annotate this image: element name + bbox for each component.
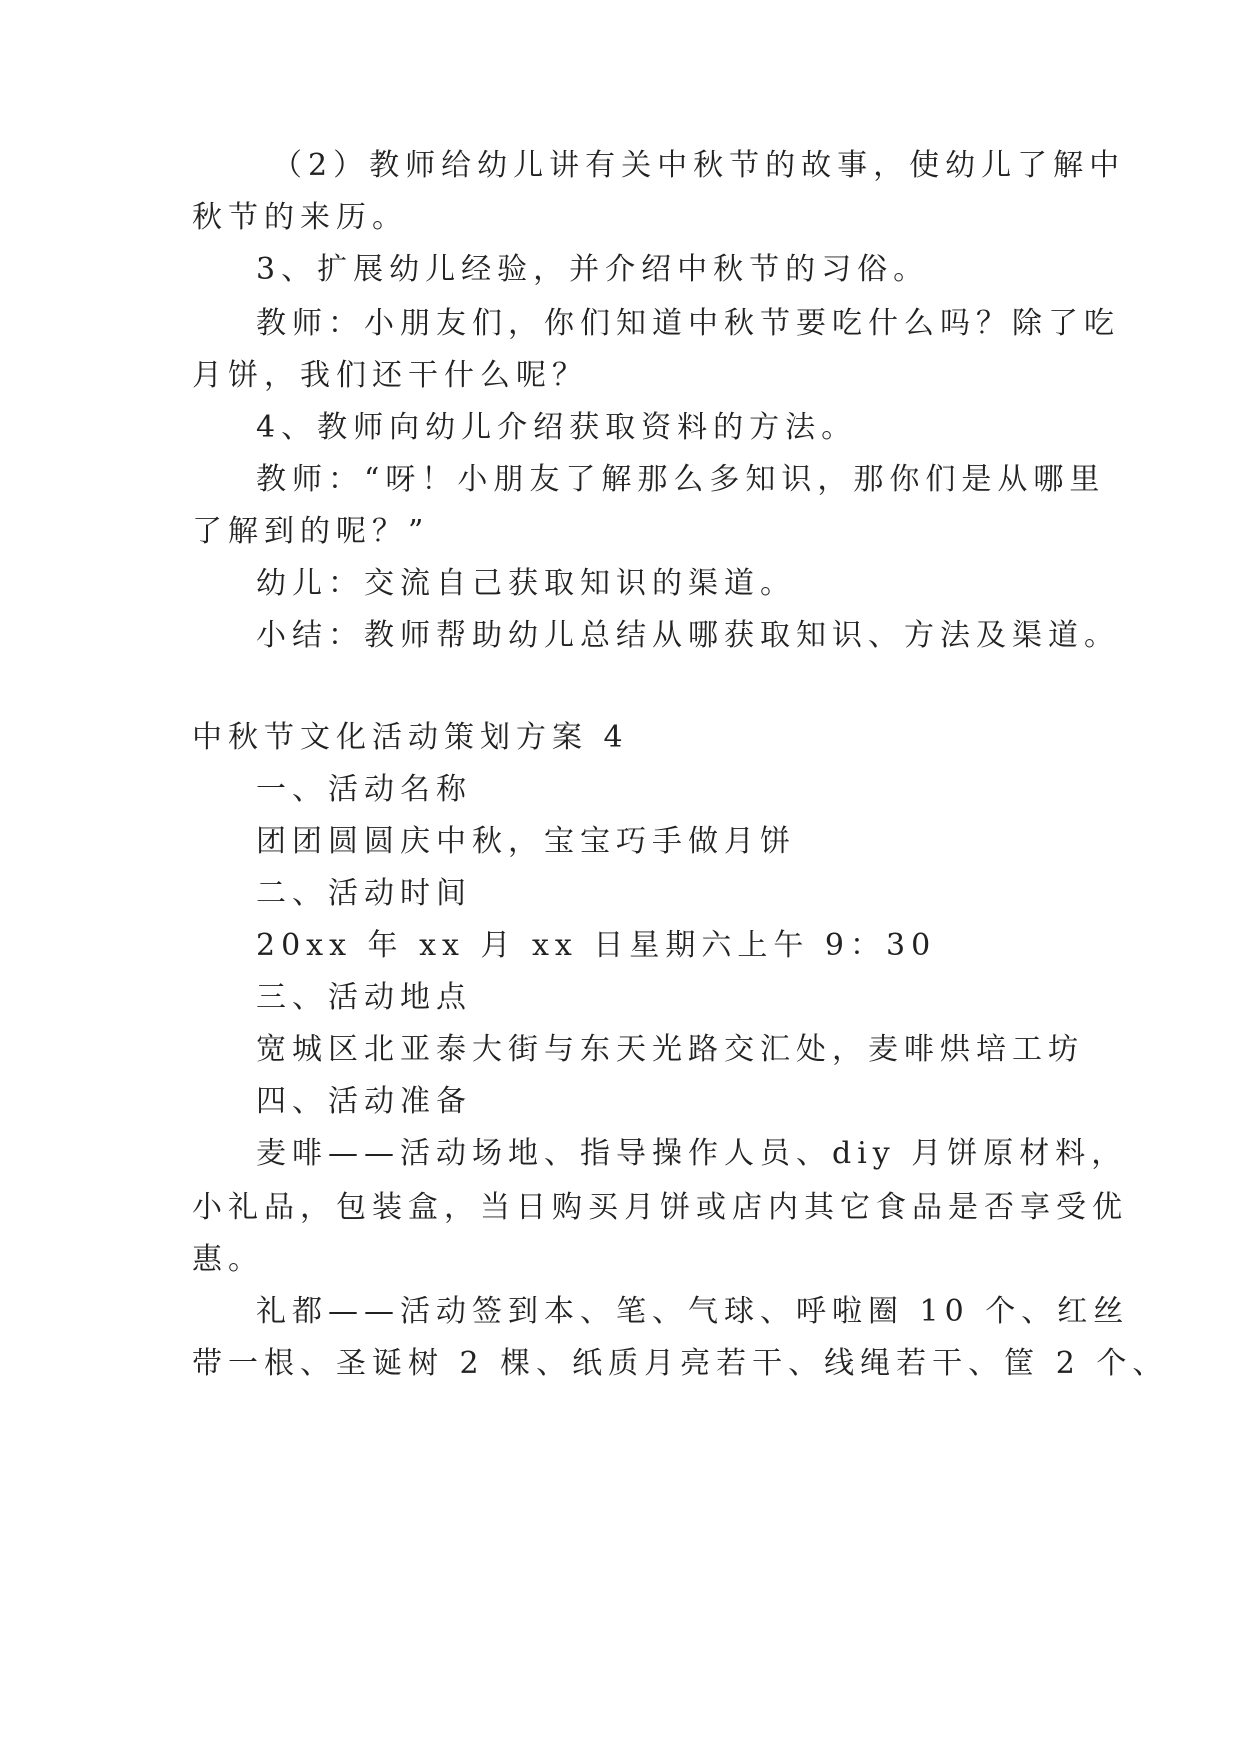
paragraph-line: 小结：教师帮助幼儿总结从哪获取知识、方法及渠道。 bbox=[256, 618, 1120, 653]
paragraph-line: 团团圆圆庆中秋，宝宝巧手做月饼 bbox=[256, 824, 796, 859]
paragraph-line: 20xx 年 xx 月 xx 日星期六上午 9：30 bbox=[256, 928, 937, 963]
paragraph-line: 月饼，我们还干什么呢？ bbox=[192, 358, 588, 393]
paragraph-line: 宽城区北亚泰大街与东天光路交汇处，麦啡烘培工坊 bbox=[256, 1032, 1084, 1067]
paragraph-line: 礼都——活动签到本、笔、气球、呼啦圈 10 个、红丝 bbox=[256, 1294, 1130, 1329]
section-heading: 中秋节文化活动策划方案 4 bbox=[192, 720, 629, 755]
paragraph-line: 小礼品，包装盒，当日购买月饼或店内其它食品是否享受优 bbox=[192, 1190, 1128, 1225]
paragraph-line: 一、活动名称 bbox=[256, 772, 472, 807]
paragraph-line: 带一根、圣诞树 2 棵、纸质月亮若干、线绳若干、筐 2 个、 bbox=[192, 1346, 1169, 1381]
paragraph-line: 幼儿：交流自己获取知识的渠道。 bbox=[256, 566, 796, 601]
paragraph-line: 惠。 bbox=[192, 1242, 264, 1277]
paragraph-line: 3、扩展幼儿经验，并介绍中秋节的习俗。 bbox=[256, 252, 930, 287]
paragraph-line: 麦啡——活动场地、指导操作人员、diy 月饼原材料， bbox=[256, 1136, 1128, 1171]
paragraph-line: （2）教师给幼儿讲有关中秋节的故事，使幼儿了解中 bbox=[272, 148, 1126, 183]
paragraph-line: 了解到的呢？” bbox=[192, 514, 430, 549]
paragraph-line: 4、教师向幼儿介绍获取资料的方法。 bbox=[256, 410, 858, 445]
paragraph-line: 教师：“呀！小朋友了解那么多知识，那你们是从哪里 bbox=[256, 462, 1106, 497]
paragraph-line: 三、活动地点 bbox=[256, 980, 472, 1015]
paragraph-line: 二、活动时间 bbox=[256, 876, 472, 911]
paragraph-line: 四、活动准备 bbox=[256, 1084, 472, 1119]
paragraph-line: 秋节的来历。 bbox=[192, 200, 408, 235]
paragraph-line: 教师：小朋友们，你们知道中秋节要吃什么吗？除了吃 bbox=[256, 306, 1120, 341]
